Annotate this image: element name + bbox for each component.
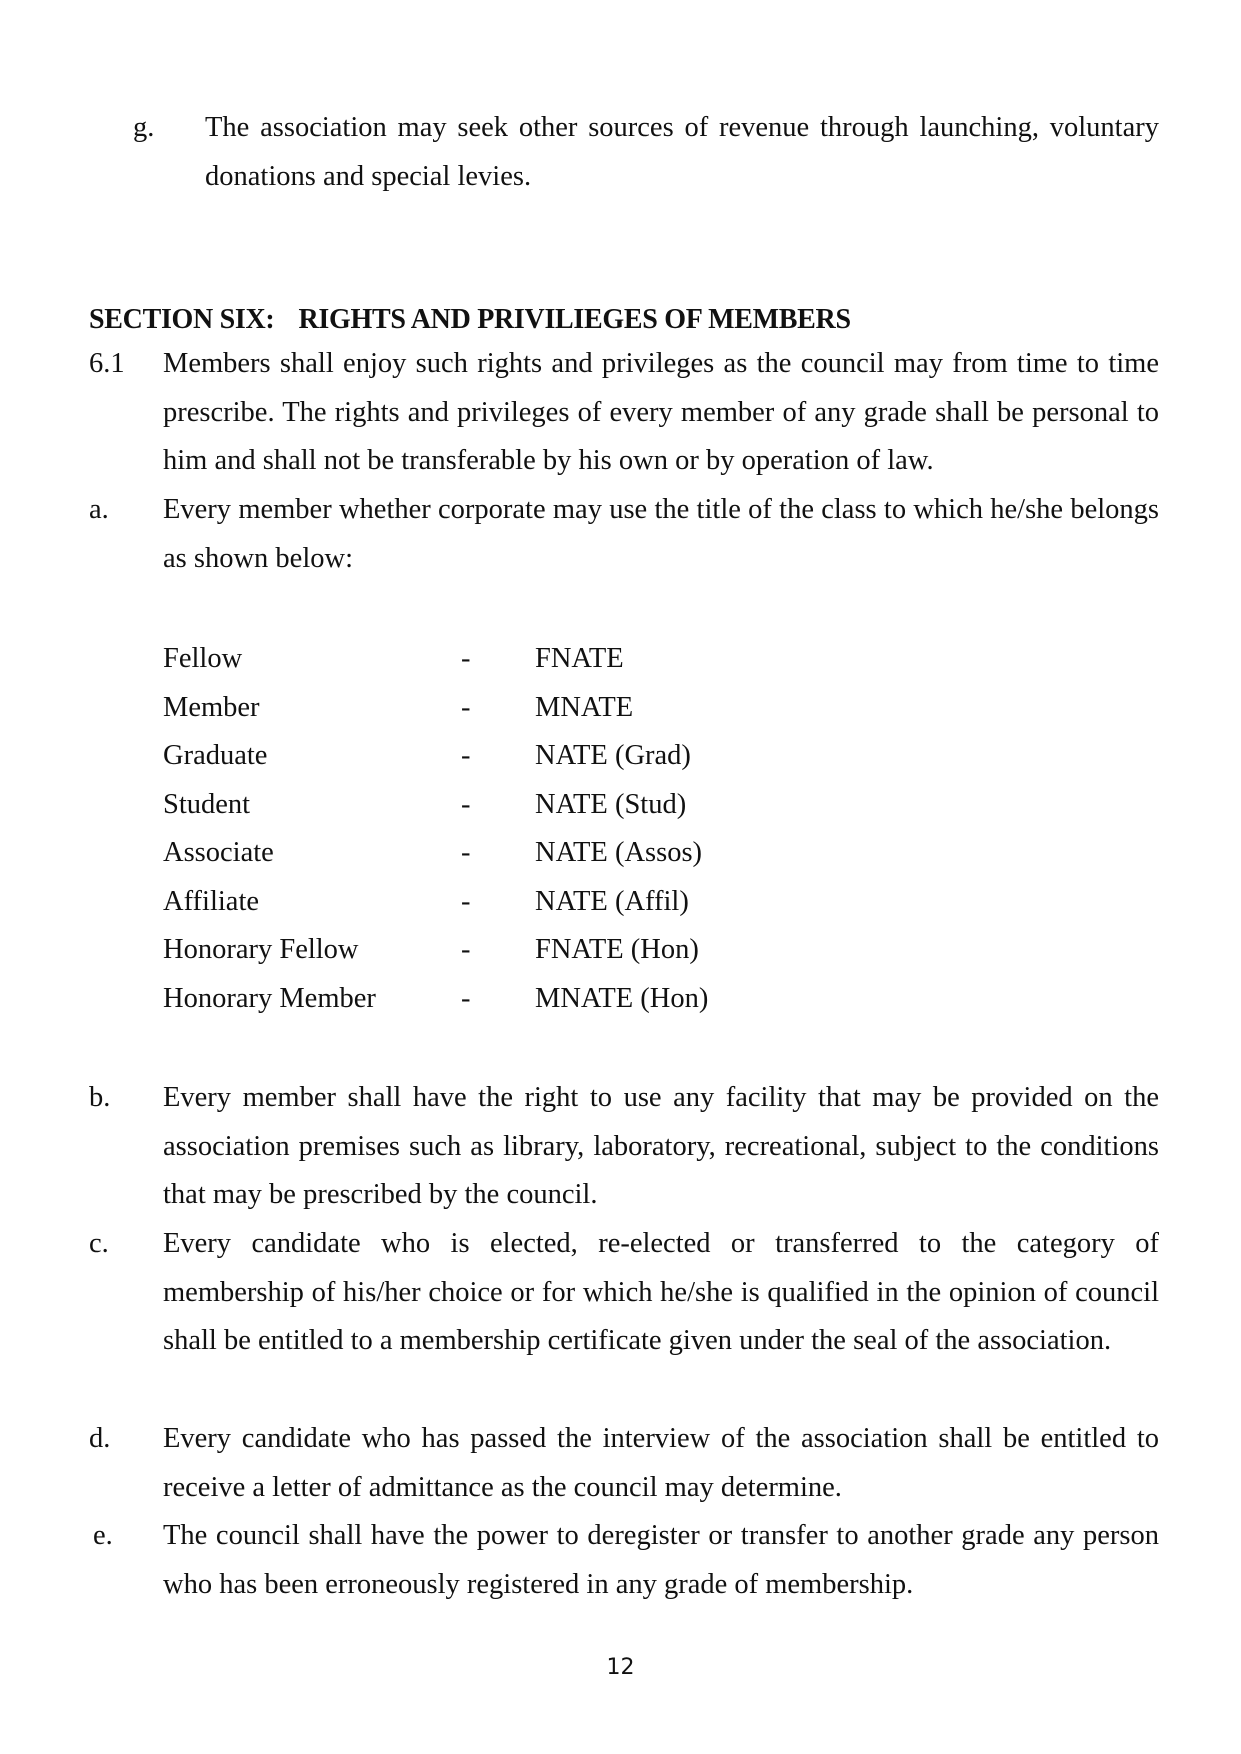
grade-abbreviation: NATE (Affil): [535, 885, 689, 917]
grade-abbreviation: FNATE: [535, 643, 624, 674]
separator-dash: -: [461, 885, 471, 917]
grade-abbreviation: MNATE (Hon): [535, 982, 709, 1014]
title-row: [163, 635, 863, 684]
clause-6-1: [89, 340, 1159, 486]
list-item-text: The association may seek other sources of revenue through launching, voluntary donations and special levies.: [205, 112, 1159, 192]
list-item-text: The council shall have the power to deregister or transfer to another grade any person who has been erroneously registered in any grade of membership.: [163, 1520, 1159, 1600]
list-item-text: Every candidate who is elected, re-elected or transferred to the category of membership of his/her choice or for which he/she is qualified in the opinion of council shall be entitled to a membership certificate given under the seal of the association.: [163, 1228, 1159, 1356]
list-item-text: Every member whether corporate may use the title of the class to which he/she belongs as shown below:: [163, 494, 1159, 574]
grade-name: Affiliate: [163, 885, 260, 917]
title-row: [163, 684, 863, 733]
list-marker: a.: [89, 494, 109, 525]
title-row: [163, 926, 863, 975]
clause-number: 6.1: [89, 348, 125, 379]
title-row: [163, 829, 863, 878]
section-heading: [89, 300, 851, 340]
grade-abbreviation: NATE (Grad): [535, 740, 691, 771]
grade-name: Student: [163, 788, 251, 820]
grade-name: Associate: [163, 837, 274, 868]
section-title: RIGHTS AND PRIVILIEGES OF MEMBERS: [298, 304, 851, 335]
grade-name: Fellow: [163, 643, 243, 674]
separator-dash: -: [461, 691, 471, 723]
title-row: [163, 781, 863, 830]
list-item-a: [89, 486, 1159, 583]
title-row: [163, 732, 863, 781]
clause-text: Members shall enjoy such rights and privileges as the council may from time to time prescribe. The rights and privileges of every member of any grade shall be personal to him and shall not be transferable by his own or by operation of law.: [163, 348, 1159, 476]
separator-dash: -: [461, 740, 471, 771]
list-marker: c.: [89, 1228, 109, 1259]
list-marker: d.: [89, 1423, 111, 1454]
title-row: [163, 878, 863, 927]
separator-dash: -: [461, 643, 471, 674]
membership-titles-table: [163, 635, 863, 1023]
separator-dash: -: [461, 982, 471, 1014]
grade-abbreviation: FNATE (Hon): [535, 934, 699, 965]
list-item-text: Every member shall have the right to use any facility that may be provided on the association premises such as library, laboratory, recreational, subject to the conditions that may be prescribed by the council.: [163, 1082, 1159, 1210]
title-row: [163, 975, 863, 1024]
list-marker: g.: [133, 112, 155, 143]
page-number: 12: [606, 1655, 635, 1680]
grade-abbreviation: NATE (Assos): [535, 837, 703, 868]
list-item-text: Every candidate who has passed the interview of the association shall be entitled to receive a letter of admittance as the council may determine.: [163, 1423, 1159, 1503]
separator-dash: -: [461, 837, 471, 868]
list-item-g: [89, 104, 1159, 201]
list-item-e: [89, 1512, 1159, 1609]
grade-name: Graduate: [163, 740, 268, 771]
separator-dash: -: [461, 788, 471, 820]
grade-name: Honorary Member: [163, 982, 376, 1014]
list-marker: e.: [93, 1520, 113, 1551]
grade-name: Honorary Fellow: [163, 934, 359, 965]
grade-abbreviation: MNATE: [535, 691, 634, 723]
list-item-d: [89, 1415, 1159, 1512]
list-marker: b.: [89, 1082, 111, 1113]
grade-abbreviation: NATE (Stud): [535, 788, 687, 820]
list-item-c: [89, 1220, 1159, 1366]
section-label: SECTION SIX:: [89, 304, 275, 335]
list-item-b: [89, 1074, 1159, 1220]
separator-dash: -: [461, 934, 471, 965]
grade-name: Member: [163, 691, 260, 723]
